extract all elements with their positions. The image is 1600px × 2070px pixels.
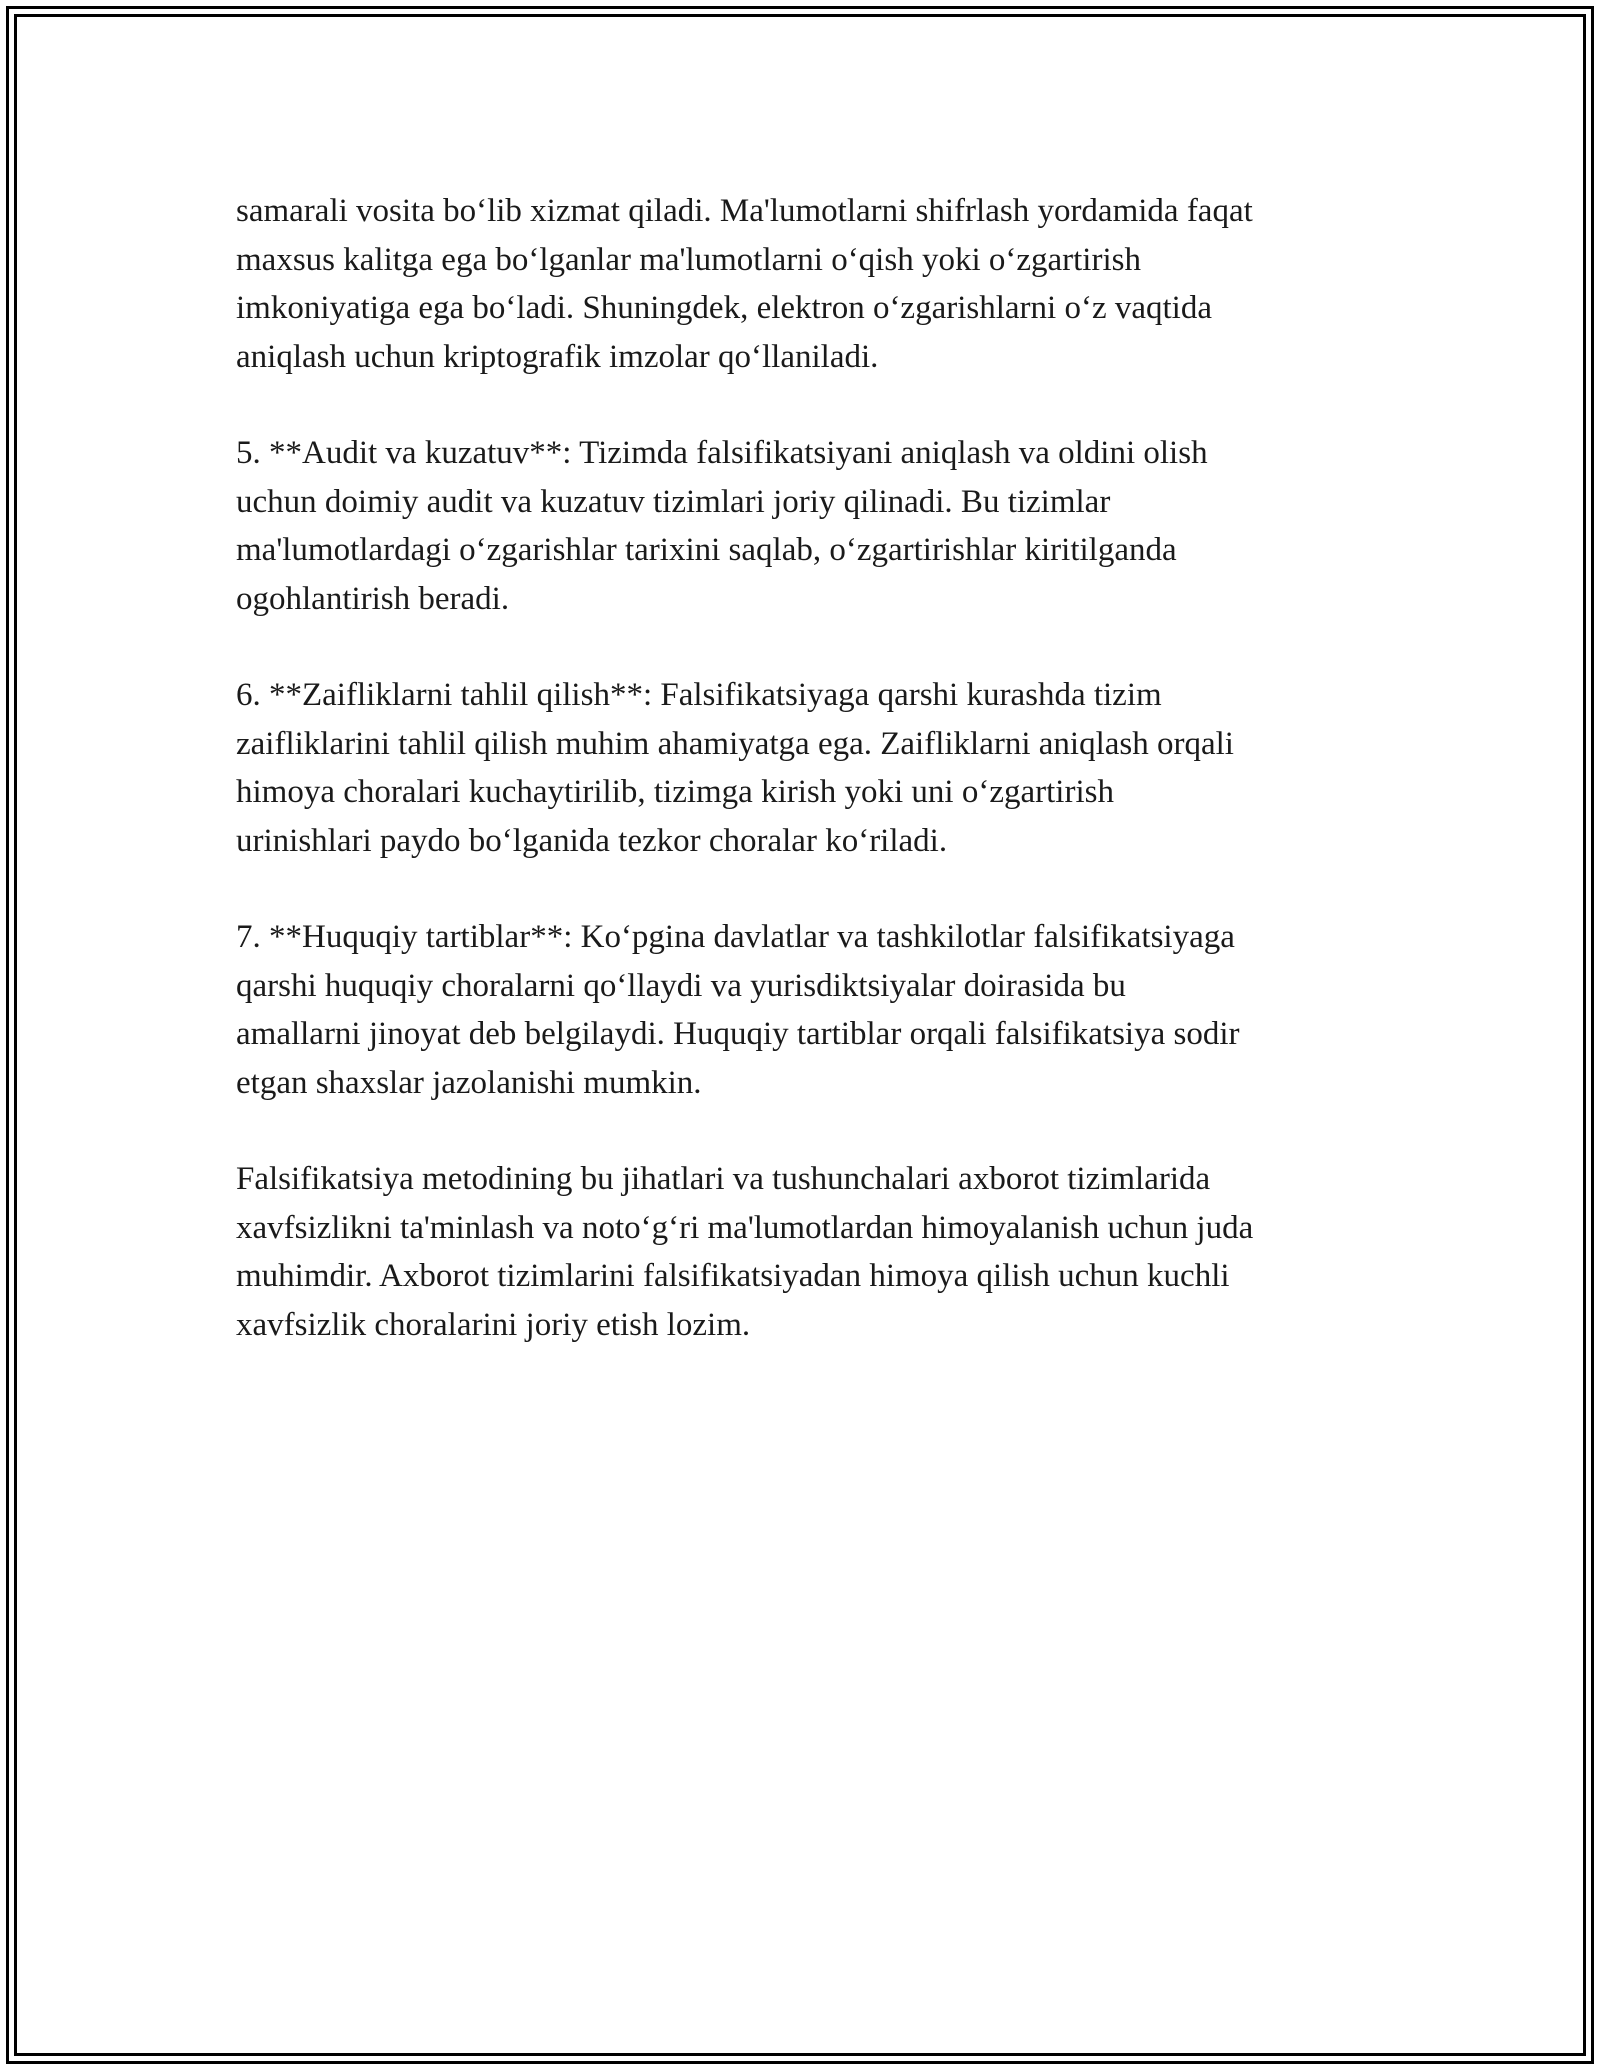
paragraph-vulnerabilities — [236, 671, 1386, 865]
text-line: qarshi huquqiy choralarni qo‘llaydi va yurisdiktsiyalar doirasida bu — [236, 967, 1126, 1004]
paragraph-audit — [236, 429, 1386, 623]
text-line: 5. **Audit va kuzatuv**: Tizimda falsifikatsiyani aniqlash va oldini olish — [236, 435, 1208, 471]
paragraph-encryption — [236, 187, 1386, 381]
text-line: ma'lumotlardagi o‘zgarishlar tarixini saqlab, o‘zgartirishlar kiritilganda — [236, 532, 1177, 568]
text-line: aniqlash uchun kriptografik imzolar qo‘llaniladi. — [236, 338, 879, 375]
paragraph-conclusion — [236, 1155, 1386, 1349]
text-line: etgan shaxslar jazolanishi mumkin. — [236, 1064, 702, 1101]
text-line: 7. **Huquqiy tartiblar**: Ko‘pgina davlatlar va tashkilotlar falsifikatsiyaga — [236, 919, 1235, 955]
text-line: uchun doimiy audit va kuzatuv tizimlari joriy qilinadi. Bu tizimlar — [236, 483, 1111, 520]
text-line: ogohlantirish beradi. — [236, 580, 510, 617]
paragraph-legal — [236, 913, 1386, 1107]
text-line: imkoniyatiga ega bo‘ladi. Shuningdek, elektron o‘zgarishlarni o‘z vaqtida — [236, 290, 1212, 326]
text-line: zaifliklarini tahlil qilish muhim ahamiyatga ega. Zaifliklarni aniqlash orqali — [236, 725, 1234, 762]
text-line: urinishlari paydo bo‘lganida tezkor choralar ko‘riladi. — [236, 822, 948, 859]
text-line: xavfsizlik choralarini joriy etish lozim. — [236, 1306, 751, 1343]
text-line: Falsifikatsiya metodining bu jihatlari va tushunchalari axborot tizimlarida — [236, 1161, 1211, 1197]
document-body — [236, 187, 1386, 1397]
text-line: muhimdir. Axborot tizimlarini falsifikatsiyadan himoya qilish uchun kuchli — [236, 1258, 1230, 1294]
text-line: xavfsizlikni ta'minlash va noto‘g‘ri ma'lumotlardan himoyalanish uchun juda — [236, 1209, 1254, 1246]
text-line: amallarni jinoyat deb belgilaydi. Huquqiy tartiblar orqali falsifikatsiya sodir — [236, 1016, 1240, 1052]
text-line: maxsus kalitga ega bo‘lganlar ma'lumotlarni o‘qish yoki o‘zgartirish — [236, 241, 1141, 278]
text-line: samarali vosita bo‘lib xizmat qiladi. Ma'lumotlarni shifrlash yordamida faqat — [236, 193, 1253, 229]
text-line: 6. **Zaifliklarni tahlil qilish**: Falsifikatsiyaga qarshi kurashda tizim — [236, 677, 1162, 713]
text-line: himoya choralari kuchaytirilib, tizimga kirish yoki uni o‘zgartirish — [236, 774, 1114, 810]
